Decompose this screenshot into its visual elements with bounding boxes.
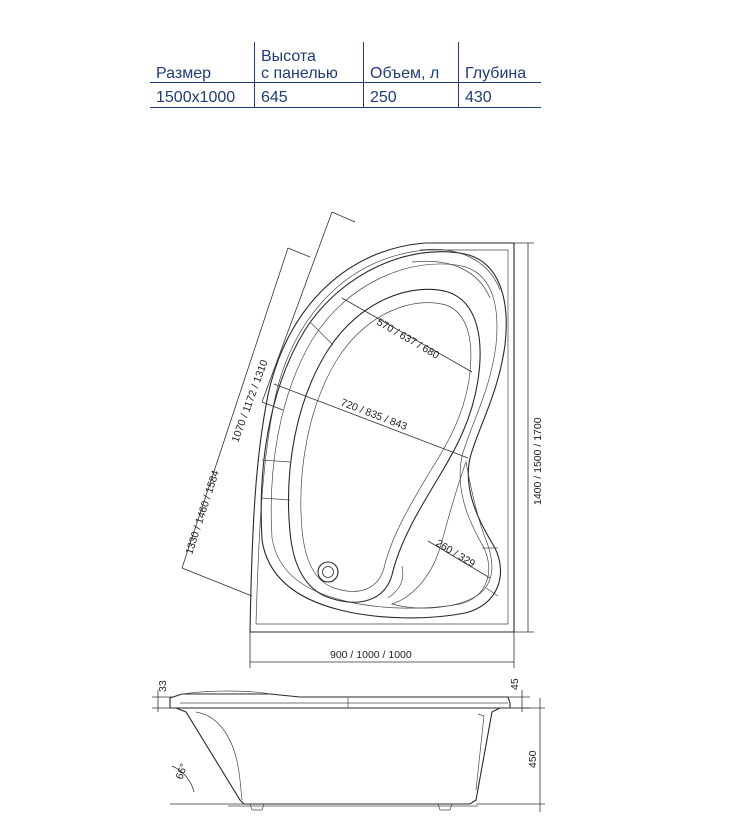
dim-label-bowl-width: 570 / 637 / 680 (374, 316, 442, 362)
cell-volume: 250 (364, 83, 459, 108)
dim-ext-diag-inner-top (288, 248, 310, 257)
cell-size: 1500x1000 (150, 83, 255, 108)
dim-label-diag-inner: 1330 / 1460 / 1584 (183, 468, 222, 556)
seat-step-line (388, 566, 403, 598)
cell-depth: 430 (459, 83, 542, 108)
drain-inner (323, 567, 334, 578)
header-height-line2: с панелью (261, 65, 338, 82)
dim-label-diag-outer: 1070 / 1172 / 1310 (229, 358, 271, 445)
dim-label-bowl-length: 720 / 835 / 843 (338, 396, 409, 433)
header-size: Размер (150, 42, 255, 83)
side-tub-inner (196, 712, 242, 800)
dim-label-depth: 450 (527, 750, 539, 768)
headrest-line-2 (412, 261, 490, 298)
header-volume: Объем, л (364, 42, 459, 83)
headrest-line-1 (420, 249, 500, 290)
dim-label-width: 900 / 1000 / 1000 (330, 649, 412, 661)
dim-label-angle: 66° (173, 761, 191, 782)
dim-line-bowl-length (274, 384, 468, 458)
dim-ext-diag-outer-top (332, 212, 355, 222)
dim-label-seat: 260 / 329 (433, 537, 478, 571)
dim-label-rim-right: 45 (509, 678, 521, 690)
rim-groove-3 (262, 498, 290, 500)
side-tub-body (173, 708, 500, 804)
side-foot-right (438, 804, 452, 810)
dim-label-rim-left: 33 (157, 680, 169, 692)
side-rim-top (170, 694, 510, 708)
header-depth: Глубина (459, 42, 542, 83)
rim-groove-1 (310, 322, 333, 345)
side-foot-left (250, 804, 264, 810)
dim-ext-diag-inner-bottom (182, 568, 252, 596)
dim-label-height: 1400 / 1500 / 1700 (532, 417, 544, 505)
header-height-line1: Высота (261, 48, 316, 65)
top-view (182, 212, 544, 668)
side-view (152, 678, 545, 812)
dim-line-diag-outer (262, 212, 332, 402)
rim-groove-2 (262, 460, 290, 462)
cell-height: 645 (255, 83, 364, 108)
